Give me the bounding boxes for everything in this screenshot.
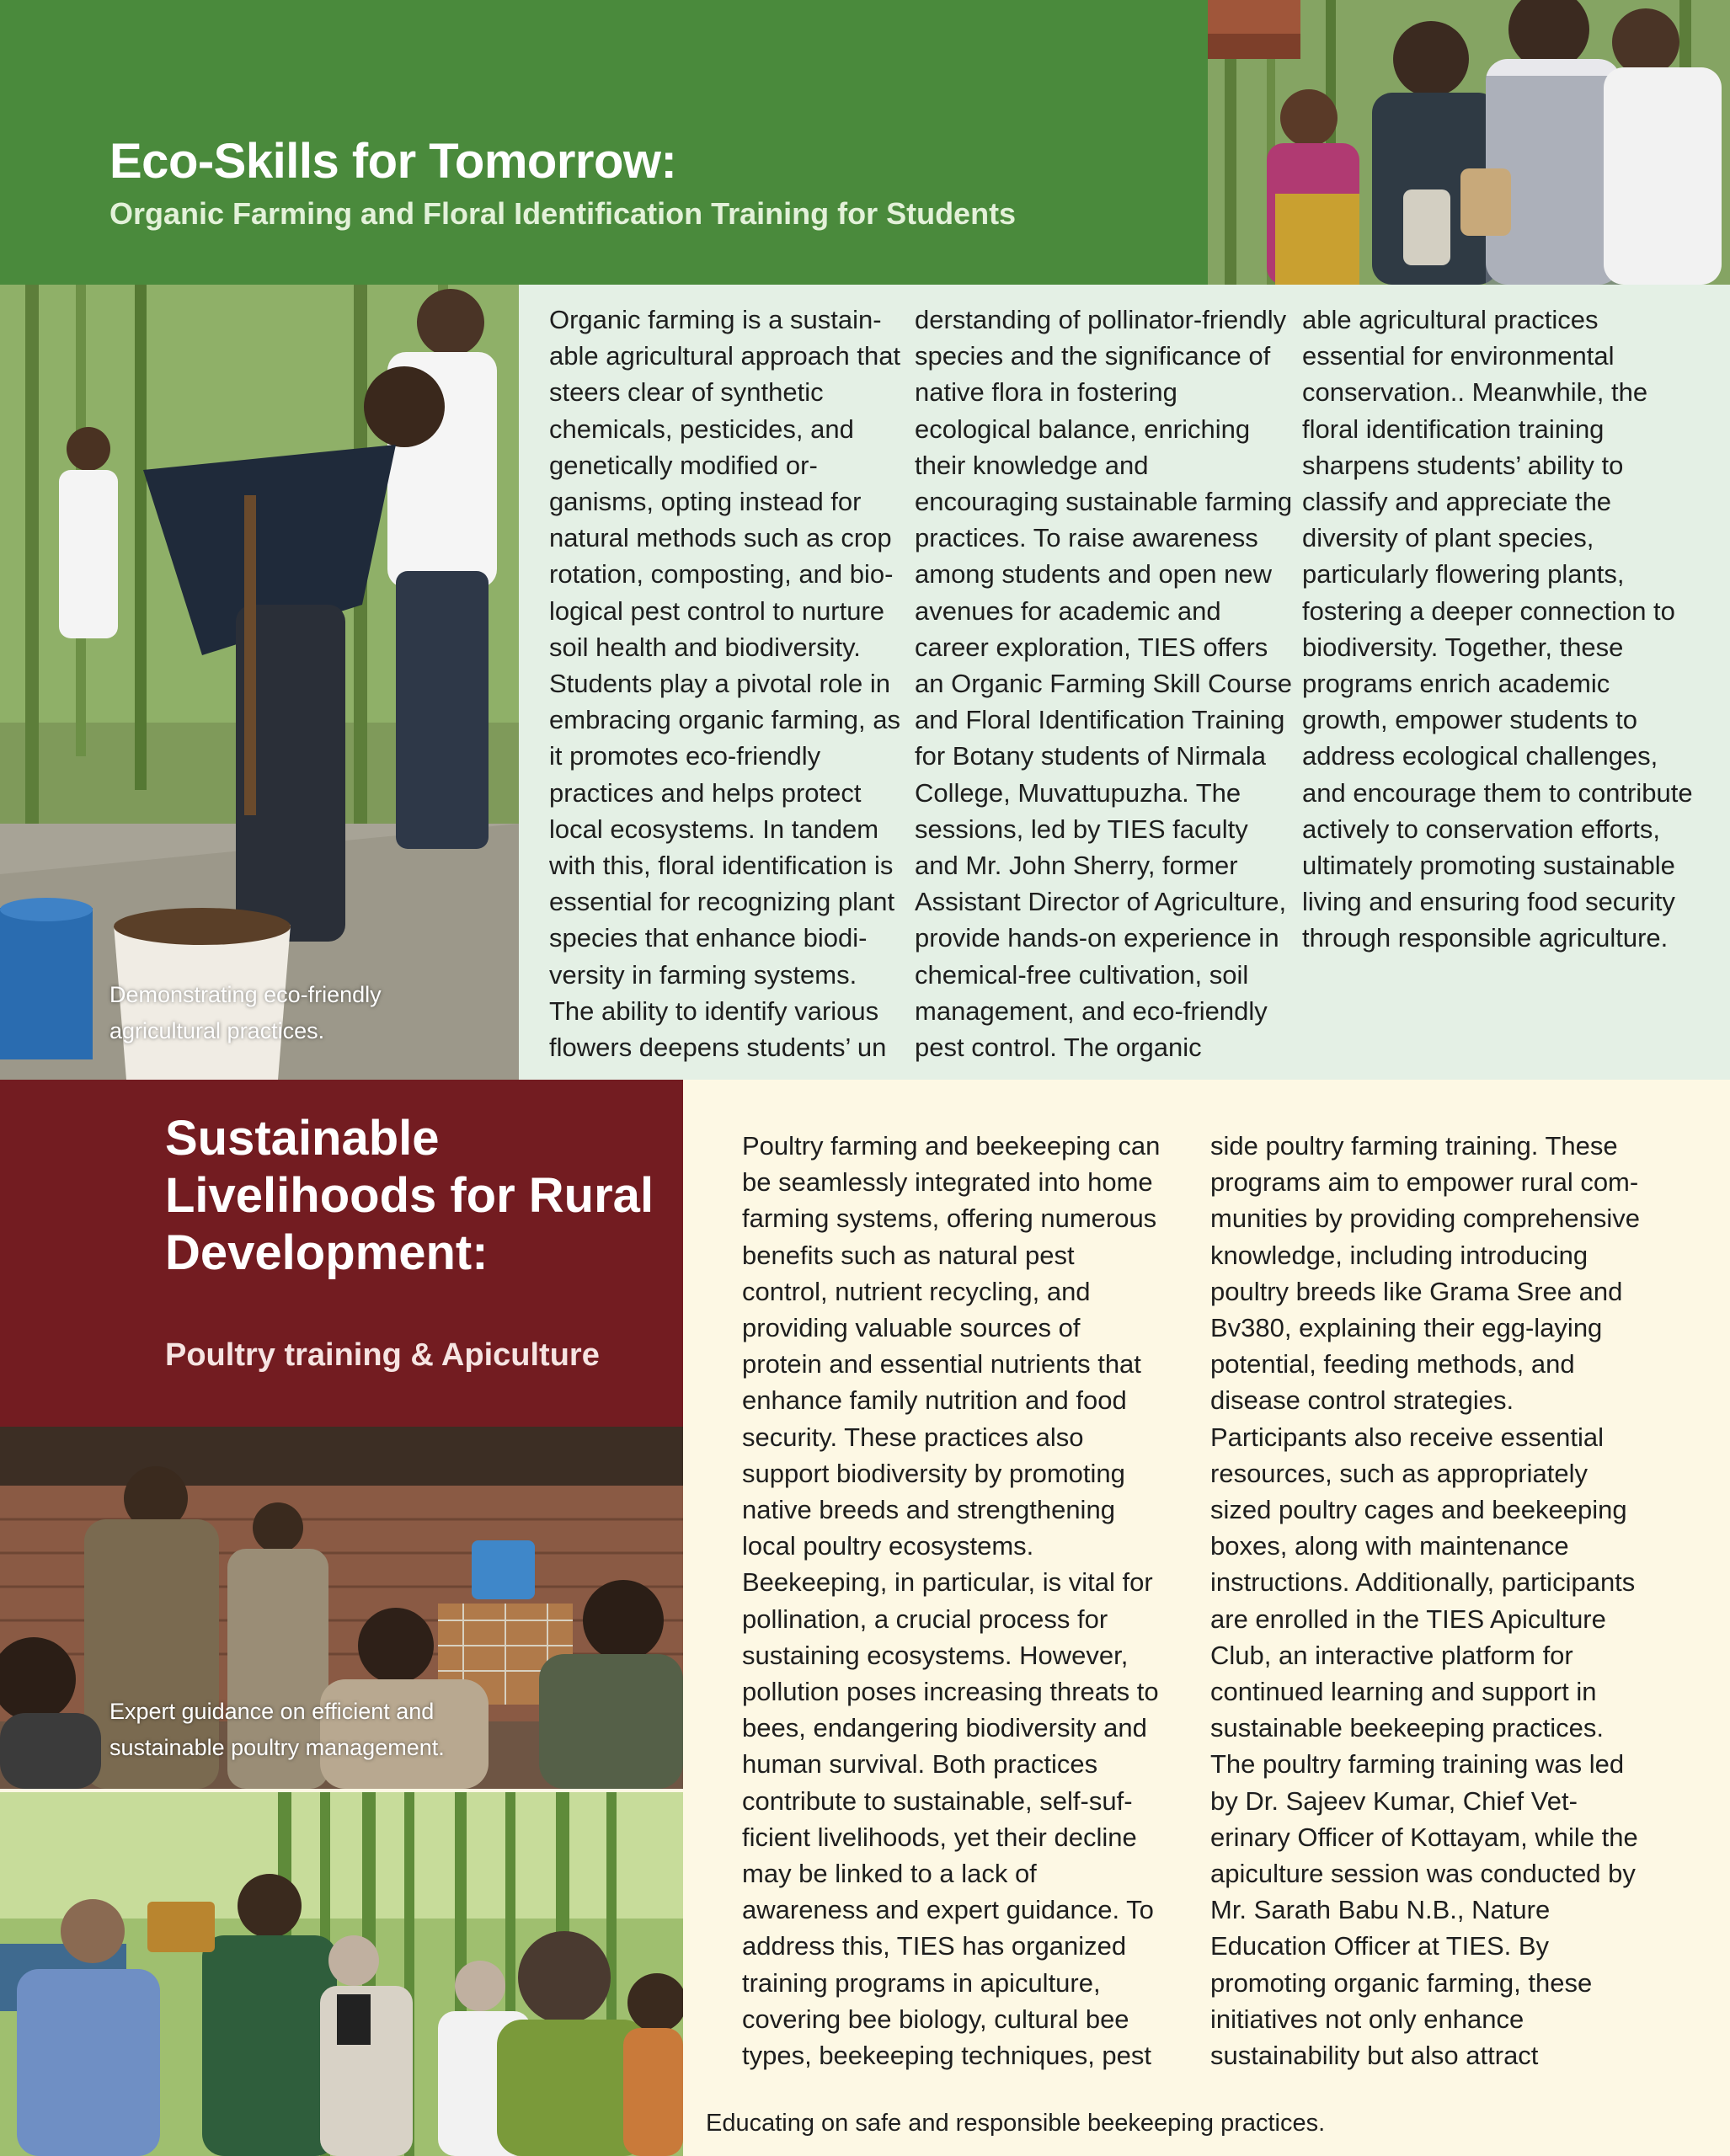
bottom-text-column-2: side poultry farming training. These programs aim to empower rural communities by providing comprehensive knowledge, including introducing poultry breeds like Grama Sree and Bv380, explaining their egg-laying potential, feeding methods, and disease control strategies. Participants also receive essential resources, such as appropriately sized poultry cages and beekeeping boxes, along with maintenance instructions. Additionally, participants are enrolled in the TIES Apiculture Club, an interactive platform for continued learning and support in sustainable beekeeping practices. The poultry farming training was led by Dr. Sajeev Kumar, Chief Veterinary Officer of Kottayam, while the apiculture session was conducted by Mr. Sarath Babu N.B., Nature Education Officer at TIES. By promoting organic farming, these initiatives not only enhance sustainability but also attract (1210, 1131, 1641, 2071)
students-bamboo-photo (1208, 0, 1730, 285)
beekeeping-photo-caption: Educating on safe and responsible beekeeping practices. (706, 2110, 1326, 2137)
bottom-section-title: Sustainable Livelihoods for Rural Development: (165, 1111, 654, 1280)
top-section-title: Eco-Skills for Tomorrow: (109, 134, 677, 189)
top-section-subtitle: Organic Farming and Floral Identification Training for Students (109, 196, 1017, 231)
top-text-column-3: able agricultural practices essential for environmental conservation.. Meanwhile, the floral identification training sharpens students’ ability to classify and appreciate the diversity of plant species, particularly flowering plants, fostering a deeper connection to biodiversity. Together, these programs enrich academic growth, empower students to address ecological challenges, and encourage them to contribute actively to conservation efforts, ultimately promoting sustainable living and ensuring food security through responsible agriculture. (1302, 305, 1693, 953)
bottom-text-column-1: Poultry farming and beekeeping can be seamlessly integrated into home farming systems, offering numerous benefits such as natural pest control, nutrient recycling, and providing valuable sources of protein and essential nutrients that enhance family nutrition and food security. These practices also support biodiversity by promoting native breeds and strengthening local poultry ecosystems. Beekeeping, in particular, is vital for pollination, a crucial process for sustaining ecosystems. However, pollution poses increasing threats to bees, endangering biodiversity and human survival. Both practices contribute to sustainable, self-sufficient livelihoods, yet their decline may be linked to a lack of awareness and expert guidance. To address this, TIES has organized training programs in apiculture, covering bee biology, cultural bee types, beekeeping techniques, pest (742, 1131, 1161, 2071)
poultry-photo-caption: Expert guidance on efficient and sustainable poultry management. (109, 1699, 445, 1760)
beekeeping-photo (0, 1792, 683, 2156)
top-text-column-2: derstanding of pollinator-friendly species and the significance of native flora in fostering ecological balance, enriching their knowledge and encouraging sustainable farming practices. To raise awareness among students and open new avenues for academic and career exploration, TIES offers an Organic Farming Skill Course and Floral Identification Training for Botany students of Nirmala College, Muvattupuzha. The sessions, led by TIES faculty and Mr. John Sherry, former Assistant Director of Agriculture, provide hands-on experience in chemical-free cultivation, soil management, and eco-friendly pest control. The organic (915, 305, 1293, 1063)
top-text-column-1: Organic farming is a sustainable agricultural approach that steers clear of synthetic chemicals, pesticides, and genetically modified organisms, opting instead for natural methods such as crop rotation, composting, and biological pest control to nurture soil health and biodiversity. Students play a pivotal role in embracing organic farming, as it promotes eco-friendly practices and helps protect local ecosystems. In tandem with this, floral identification is essential for recognizing plant species that enhance biodiversity in farming systems. The ability to identify various flowers deepens students’ un (549, 305, 901, 1063)
bottom-section-subtitle: Poultry training & Apiculture (165, 1337, 600, 1373)
demo-photo-caption: Demonstrating eco-friendly agricultural practices. (109, 982, 382, 1043)
composting-demo-photo (0, 285, 519, 1080)
